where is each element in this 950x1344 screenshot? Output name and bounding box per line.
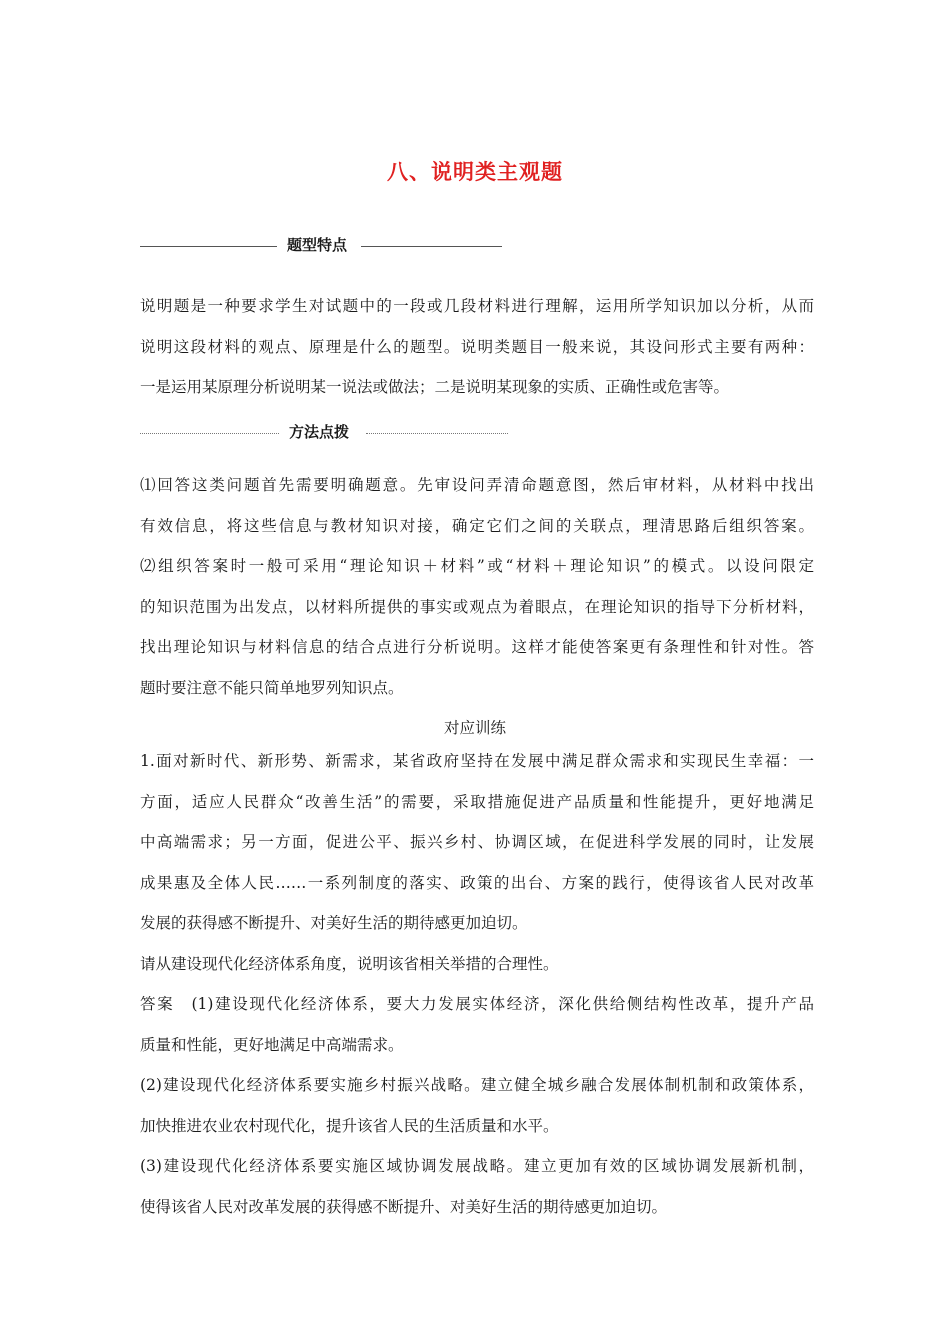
text-line: 1.面对新时代、新形势、新需求，某省政府坚持在发展中满足群众需求和实现民生幸福：一 [140,752,814,770]
practice-body [140,741,814,1227]
text-line: 方面，适应人民群众“改善生活”的需要，采取措施促进产品质量和性能提升，更好地满足 [140,792,814,811]
heading-rule-right [366,433,508,434]
answer-line: 质量和性能，更好地满足中高端需求。 [140,1035,404,1054]
text-line: ⑵组织答案时一般可采用“理论知识＋材料”或“材料＋理论知识”的模式。以设问限定 [140,557,814,575]
section-heading-label: 题型特点 [287,236,348,254]
answer-line: (3)建设现代化经济体系要实施区域协调发展战略。建立更加有效的区域协调发展新机制， [140,1157,814,1175]
answer-line: 使得该省人民对改革发展的获得感不断提升、对美好生活的期待感更加迫切。 [140,1197,668,1216]
text-line: 中高端需求；另一方面，促进公平、振兴乡村、协调区域，在促进科学发展的同时，让发展 [140,833,814,851]
section-heading-methods [140,421,508,445]
practice-heading: 对应训练 [443,719,506,737]
text-line: 有效信息，将这些信息与教材知识对接，确定它们之间的关联点，理清思路后组织答案。 [140,516,814,535]
answer-line: 答案 (1)建设现代化经济体系，要大力发展实体经济，深化供给侧结构性改革，提升产品 [140,995,814,1013]
text-line: 发展的获得感不断提升、对美好生活的期待感更加迫切。 [140,914,528,932]
section-features-body [140,286,814,408]
text-line: 找出理论知识与材料信息的结合点进行分析说明。这样才能使答案更有条理性和针对性。答 [140,638,814,656]
heading-rule-left [140,433,279,434]
text-line: 一是运用某原理分析说明某一说法或做法；二是说明某现象的实质、正确性或危害等。 [140,378,730,396]
text-line: 说明这段材料的观点、原理是什么的题型。说明类题目一般来说，其设问形式主要有两种： [140,337,814,356]
section-methods-body [140,465,814,708]
answer-line: (2)建设现代化经济体系要实施乡村振兴战略。建立健全城乡融合发展体制机制和政策体系， [140,1076,814,1094]
page-title: 八、说明类主观题 [387,160,563,184]
answer-line: 加快推进农业农村现代化，提升该省人民的生活质量和水平。 [140,1116,559,1135]
text-line: 说明题是一种要求学生对试题中的一段或几段材料进行理解，运用所学知识加以分析，从而 [140,297,814,315]
heading-rule-left [140,246,277,247]
text-line: ⑴回答这类问题首先需要明确题意。先审设问弄清命题意图，然后审材料，从材料中找出 [140,476,814,494]
section-heading-label: 方法点拨 [289,423,350,441]
text-line: 的知识范围为出发点，以材料所提供的事实或观点为着眼点，在理论知识的指导下分析材料， [140,597,814,616]
text-line: 成果惠及全体人民……一系列制度的落实、政策的出台、方案的践行，使得该省人民对改革 [140,873,814,892]
section-heading-features [140,234,502,258]
text-line: 题时要注意不能只简单地罗列知识点。 [140,678,404,697]
question-text: 请从建设现代化经济体系角度，说明该省相关举措的合理性。 [140,954,559,973]
heading-rule-right [361,246,502,247]
